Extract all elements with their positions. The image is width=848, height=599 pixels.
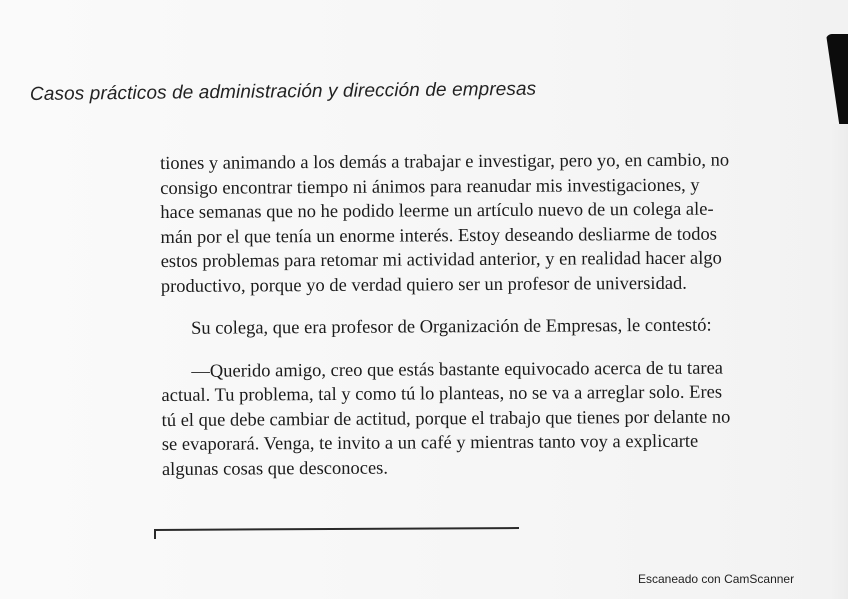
text-line: Su colega, que era profesor de Organización de Empresas, le contestó: <box>191 315 712 339</box>
text-line: tú el que debe cambiar de actitud, porque el trabajo que tienes por delante no <box>161 407 731 431</box>
text-line: —Querido amigo, creo que estás bastante equivocado acerca de tu tarea <box>191 358 724 382</box>
footnote-rule <box>154 527 519 531</box>
paragraph-2 <box>161 313 848 342</box>
text-line: hace semanas que no he podido leerme un artículo nuevo de un colega ale- <box>160 199 714 223</box>
body-text <box>160 148 848 482</box>
text-line: mán por el que tenía un enorme interés. Estoy deseando desliarme de todos <box>160 224 717 248</box>
paragraph-3 <box>161 355 848 482</box>
page-corner-shadow <box>826 34 848 124</box>
text-line: tiones y animando a los demás a trabajar e investigar, pero yo, en cambio, no <box>160 150 730 174</box>
text-line: estos problemas para retomar mi actividad anterior, y en realidad hacer algo <box>160 248 722 272</box>
running-header-title: Casos prácticos de administración y dirección de empresas <box>29 78 537 105</box>
text-line: actual. Tu problema, tal y como tú lo planteas, no se va a arreglar solo. Eres <box>161 382 723 406</box>
text-line: consigo encontrar tiempo ni ánimos para reanudar mis investigaciones, y <box>160 175 700 199</box>
text-line: se evaporará. Venga, te invito a un café y mientras tanto voy a explicarte <box>161 431 699 455</box>
paragraph-1 <box>160 148 848 299</box>
text-line: algunas cosas que desconoces. <box>161 458 389 480</box>
camscanner-watermark: Escaneado con CamScanner <box>638 572 795 586</box>
text-line: productivo, porque yo de verdad quiero ser un profesor de universidad. <box>160 273 687 297</box>
footnote-rule-tick <box>154 529 156 539</box>
